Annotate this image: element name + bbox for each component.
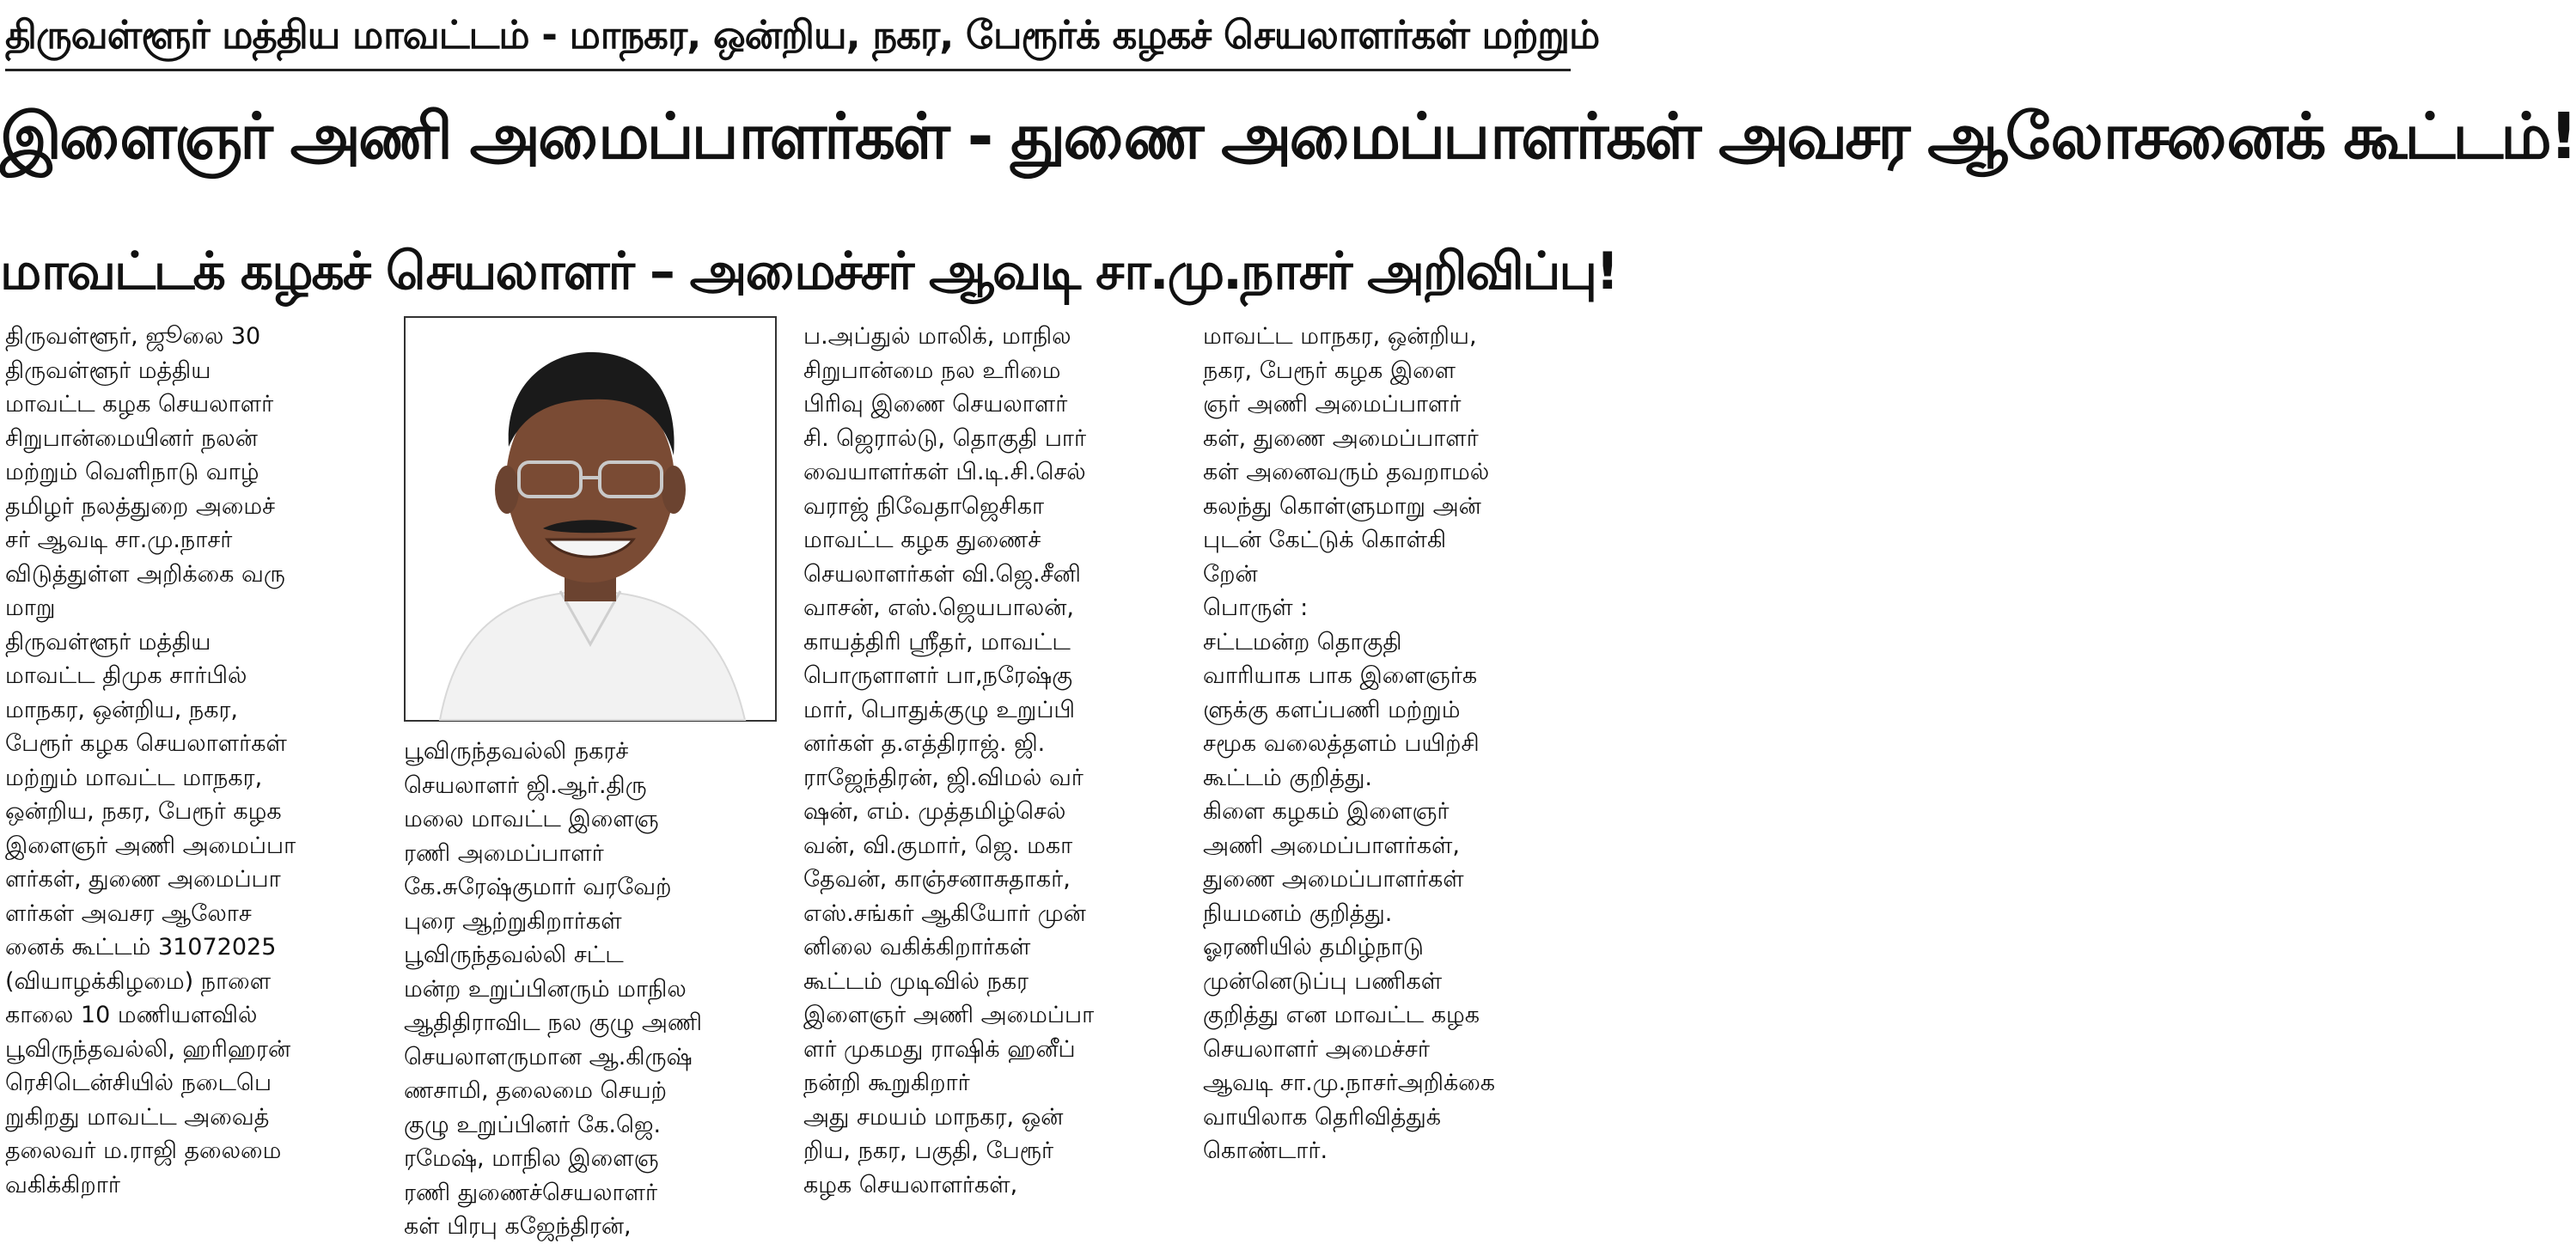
column-line: கலந்து கொள்ளுமாறு அன் — [1203, 492, 1481, 520]
column-line: வையாளர்கள் பி.டி.சி.செல் — [803, 459, 1086, 485]
column-line: கள் அனைவரும் தவறாமல் — [1203, 459, 1490, 485]
column-line: பேரூர் கழக செயலாளர்கள் — [5, 730, 287, 757]
column-line: ஆவடி சா.மு.நாசர்அறிக்கை — [1203, 1070, 1496, 1096]
article-column-3 — [803, 320, 1175, 1202]
column-line: வன், வி.குமார், ஜெ. மகா — [803, 832, 1073, 859]
column-line: கூட்டம் முடிவில் நகர — [803, 967, 1029, 995]
column-line: ஆதிதிராவிட நல குழு அணி — [404, 1009, 702, 1036]
column-line: ரணி துணைச்செயலாளர் — [404, 1179, 658, 1206]
article-column-2 — [404, 735, 775, 1244]
column-line: வராஜ் நிவேதாஜெசிகா — [803, 492, 1045, 520]
column-line: பூவிருந்தவல்லி நகரச் — [404, 738, 629, 765]
column-line: திருவள்ளூர் மத்திய — [5, 357, 211, 384]
column-line: நகர, பேரூர் கழக இளை — [1203, 357, 1456, 384]
column-line: அது சமயம் மாநகர, ஒன் — [803, 1103, 1064, 1131]
column-line: கூட்டம் குறித்து. — [1203, 764, 1373, 791]
column-line: ஷன், எம். முத்தமிழ்செல் — [803, 798, 1066, 825]
portrait-illustration — [406, 318, 775, 720]
article-column-1 — [5, 320, 375, 1202]
column-line: றேன் — [1203, 560, 1258, 588]
column-line: மாவட்ட மாநகர, ஒன்றிய, — [1203, 323, 1477, 350]
column-line: ரெசிடென்சியில் நடைபெ — [5, 1070, 272, 1096]
column-line: கள் பிரபு கஜேந்திரன், — [404, 1213, 632, 1240]
column-line: தலைவர் ம.ராஜி தலைமை — [5, 1137, 282, 1164]
column-line: எஸ்.சங்கர் ஆகியோர் முன் — [803, 899, 1086, 927]
article-column-4 — [1203, 320, 1572, 1168]
column-line: மார், பொதுக்குழு உறுப்பி — [803, 696, 1076, 723]
column-line: மாநகர, ஒன்றிய, நகர, — [5, 696, 239, 723]
column-line: (வியாழக்கிழமை) நாளை — [5, 967, 272, 995]
column-line: வகிக்கிறார் — [5, 1171, 120, 1198]
column-line: ளுக்கு களப்பணி மற்றும் — [1203, 696, 1461, 723]
column-line: சர் ஆவடி சா.மு.நாசர் — [5, 527, 233, 553]
column-line: புடன் கேட்டுக் கொள்கி — [1203, 527, 1447, 553]
column-line: சமூக வலைத்தளம் பயிற்சி — [1203, 730, 1480, 757]
column-line: பூவிருந்தவல்லி சட்ட — [404, 942, 624, 968]
column-line: பூவிருந்தவல்லி, ஹரிஹரன் — [5, 1035, 291, 1063]
column-line: தேவன், காஞ்சனாசுதாகர், — [803, 866, 1071, 893]
column-line: முன்னெடுப்பு பணிகள் — [1203, 967, 1443, 995]
column-line: செயலாளருமான ஆ.கிருஷ் — [404, 1043, 693, 1070]
column-line: றுகிறது மாவட்ட அவைத் — [5, 1103, 270, 1131]
column-line: னிலை வகிக்கிறார்கள் — [803, 934, 1031, 960]
main-headline: இளைஞர் அணி அமைப்பாளர்கள் - துணை அமைப்பாளர்கள் அவசர ஆலோசனைக் கூட்டம்! — [0, 100, 2576, 174]
column-line: புரை ஆற்றுகிறார்கள் — [404, 907, 622, 935]
column-line: வாயிலாக தெரிவித்துக் — [1203, 1103, 1442, 1131]
column-line: செயலாளர் அமைச்சர் — [1203, 1035, 1430, 1063]
column-line: கொண்டார். — [1203, 1137, 1328, 1164]
column-line: ளர் முகமது ராஷிக் ஹனீப் — [803, 1035, 1076, 1063]
column-line: கள், துணை அமைப்பாளர் — [1203, 424, 1479, 452]
column-line: மலை மாவட்ட இளைஞ — [404, 806, 659, 832]
column-line: பிரிவு இணை செயலாளர் — [803, 391, 1068, 418]
column-line: இளைஞர் அணி அமைப்பா — [803, 1002, 1095, 1028]
column-line: சிறுபான்மை நல உரிமை — [803, 357, 1061, 384]
column-line: கழக செயலாளர்கள், — [803, 1171, 1018, 1198]
column-line: ணசாமி, தலைமை செயற் — [404, 1077, 668, 1104]
column-line: ஞர் அணி அமைப்பாளர் — [1203, 391, 1462, 418]
column-line: மாவட்ட கழக செயலாளர் — [5, 391, 274, 418]
sub-headline: மாவட்டக் கழகச் செயலாளர் – அமைச்சர் ஆவடி சா.மு.நாசர் அறிவிப்பு! — [0, 241, 1618, 302]
column-line: சட்டமன்ற தொகுதி — [1203, 628, 1402, 656]
column-line: கே.சுரேஷ்குமார் வரவேற் — [404, 874, 672, 900]
column-line: ரமேஷ், மாநில இளைஞ — [404, 1145, 659, 1172]
column-line: செயலாளர்கள் வி.ஜெ.சீனி — [803, 560, 1081, 588]
column-line: காலை 10 மணியளவில் — [5, 1002, 258, 1028]
column-line: பொருள் : — [1203, 595, 1309, 621]
portrait-photo — [404, 316, 777, 722]
column-line: வாரியாக பாக இளைஞர்க — [1203, 662, 1478, 689]
column-line: மற்றும் மாவட்ட மாநகர, — [5, 764, 263, 791]
column-line: காயத்திரி ஸ்ரீதர், மாவட்ட — [803, 628, 1071, 656]
kicker-line: திருவள்ளூர் மத்திய மாவட்டம் - மாநகர, ஒன்றிய, நகர, பேரூர்க் கழகச் செயலாளர்கள் மற்றும் — [5, 12, 1600, 58]
column-line: ஓரணியில் தமிழ்நாடு — [1203, 934, 1424, 960]
column-line: துணை அமைப்பாளர்கள் — [1203, 866, 1464, 893]
column-line: றிய, நகர, பகுதி, பேரூர் — [803, 1137, 1054, 1164]
column-line: திருவள்ளூர் மத்திய — [5, 628, 211, 656]
column-line: சி. ஜெரால்டு, தொகுதி பார் — [803, 424, 1087, 452]
column-line: தமிழர் நலத்துறை அமைச் — [5, 492, 276, 520]
column-line: கிளை கழகம் இளைஞர் — [1203, 798, 1450, 825]
column-line: சிறுபான்மையினர் நலன் — [5, 424, 258, 452]
column-line: ளர்கள், துணை அமைப்பா — [5, 866, 281, 893]
column-line: ராஜேந்திரன், ஜி.விமல் வர் — [803, 764, 1084, 791]
column-line: குறித்து என மாவட்ட கழக — [1203, 1002, 1480, 1028]
column-line: மன்ற உறுப்பினரும் மாநில — [404, 975, 687, 1003]
column-line: ப.அப்துல் மாலிக், மாநில — [803, 323, 1071, 350]
column-line: ரணி அமைப்பாளர் — [404, 839, 604, 867]
kicker-rule — [5, 69, 1571, 71]
column-line: மாறு — [5, 595, 56, 621]
column-line: ஒன்றிய, நகர, பேரூர் கழக — [5, 798, 282, 825]
column-line: செயலாளர் ஜி.ஆர்.திரு — [404, 771, 647, 799]
column-line: நன்றி கூறுகிறார் — [803, 1070, 970, 1096]
column-line: னைக் கூட்டம் 31072025 — [5, 934, 277, 960]
column-line: மாவட்ட கழக துணைச் — [803, 527, 1041, 553]
column-line: விடுத்துள்ள அறிக்கை வரு — [5, 560, 285, 588]
column-line: நியமனம் குறித்து. — [1203, 899, 1393, 927]
column-line: இளைஞர் அணி அமைப்பா — [5, 832, 296, 859]
column-line: னர்கள் த.எத்திராஜ். ஜி. — [803, 730, 1046, 757]
column-line: திருவள்ளூர், ஜூலை 30 — [5, 323, 261, 350]
column-line: வாசன், எஸ்.ஜெயபாலன், — [803, 595, 1074, 621]
column-line: அணி அமைப்பாளர்கள், — [1203, 832, 1461, 859]
column-line: பொருளாளர் பா,நரேஷ்கு — [803, 662, 1073, 689]
column-line: ளர்கள் அவசர ஆலோச — [5, 899, 252, 927]
column-line: மற்றும் வெளிநாடு வாழ் — [5, 459, 259, 485]
column-line: மாவட்ட திமுக சார்பில் — [5, 662, 247, 689]
column-line: குழு உறுப்பினர் கே.ஜெ. — [404, 1111, 662, 1138]
